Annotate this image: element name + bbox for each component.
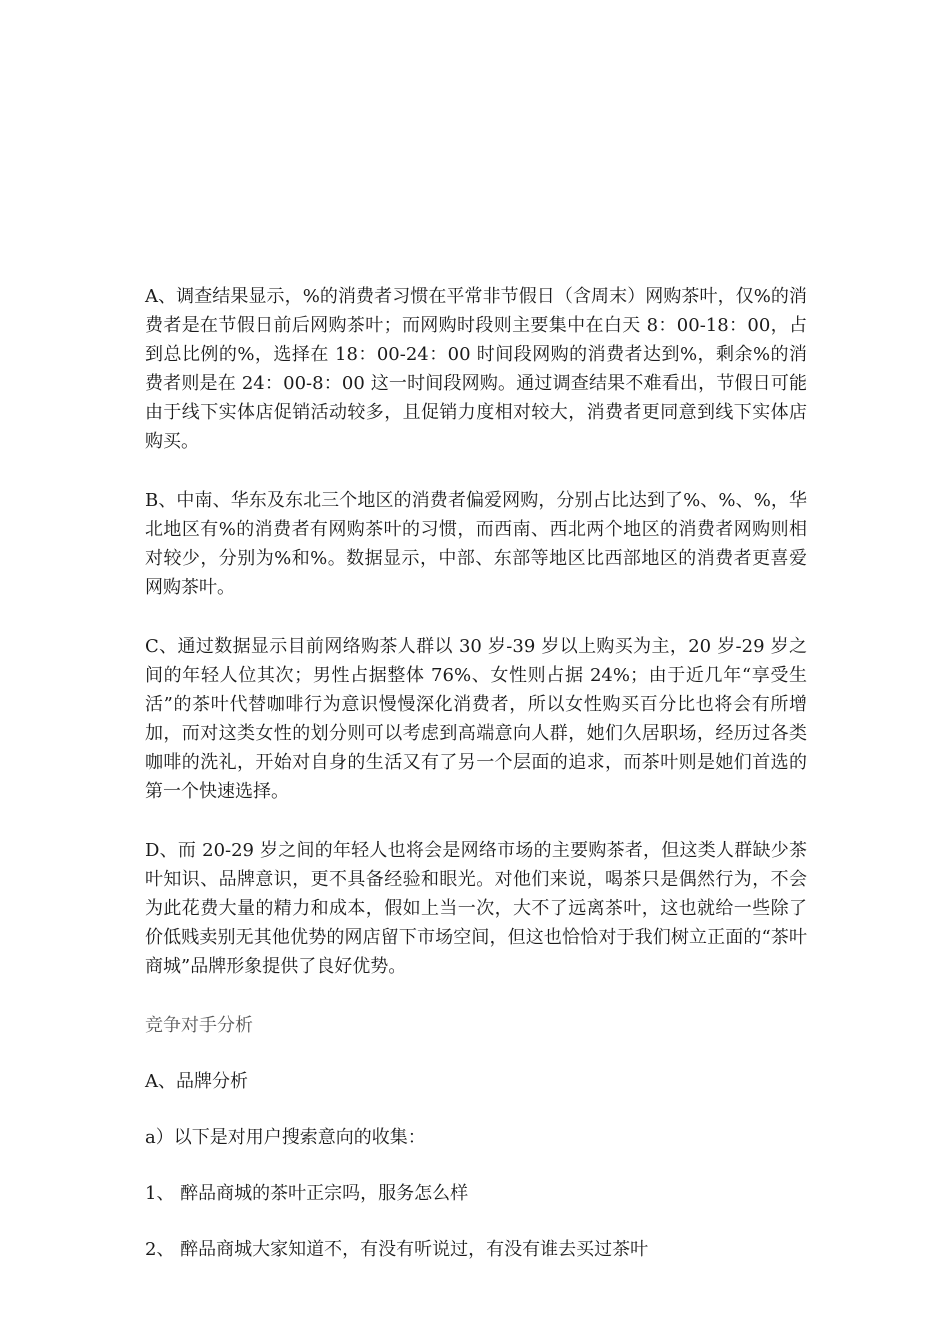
paragraph-d: D、而 20-29 岁之间的年轻人也将会是网络市场的主要购茶者，但这类人群缺少茶叶知识、品牌意识，更不具备经验和眼光。对他们来说，喝茶只是偶然行为，不会为此花费大量的精力和成本，假如上当一次，大不了远离茶叶，这也就给一些除了价低贱卖别无其他优势的网店留下市场空间，但这也恰恰对于我们树立正面的“茶叶商城”品牌形象提供了良好优势。 <box>145 840 807 977</box>
list-item: 2、 醉品商城大家知道不，有没有听说过，有没有谁去买过茶叶 <box>145 1239 649 1260</box>
paragraph-c: C、通过数据显示目前网络购茶人群以 30 岁-39 岁以上购买为主，20 岁-29 岁之间的年轻人位其次；男性占据整体 76%、女性则占据 24%；由于近几年“享受生活”的茶叶代替咖啡行为意识慢慢深化消费者，所以女性购买百分比也将会有所增加，而对这类女性的划分则可以考虑到高端意向人群，她们久居职场，经历过各类咖啡的洗礼，开始对自身的生活又有了另一个层面的追求，而茶叶则是她们首选的第一个快速选择。 <box>145 636 807 802</box>
list-intro: a）以下是对用户搜索意向的收集： <box>145 1127 426 1148</box>
list-item: 1、 醉品商城的茶叶正宗吗，服务怎么样 <box>145 1183 469 1204</box>
paragraph-b: B、中南、华东及东北三个地区的消费者偏爱网购，分别占比达到了%、%、%，华北地区有%的消费者有网购茶叶的习惯，而西南、西北两个地区的消费者网购则相对较少，分别为%和%。数据显示，中部、东部等地区比西部地区的消费者更喜爱网购茶叶。 <box>145 490 807 598</box>
section-heading: 竞争对手分析 <box>145 1015 253 1036</box>
sub-heading: A、品牌分析 <box>145 1071 248 1092</box>
document-body <box>145 282 807 1291</box>
paragraph-a: A、调查结果显示，%的消费者习惯在平常非节假日（含周末）网购茶叶，仅%的消费者是在节假日前后网购茶叶；而网购时段则主要集中在白天 8：00-18：00，占到总比例的%，选择在 18：00-24：00 时间段网购的消费者达到%，剩余%的消费者则是在 24：00-8：00 这一时间段网购。通过调查结果不难看出，节假日可能由于线下实体店促销活动较多，且促销力度相对较大，消费者更同意到线下实体店购买。 <box>145 286 807 452</box>
